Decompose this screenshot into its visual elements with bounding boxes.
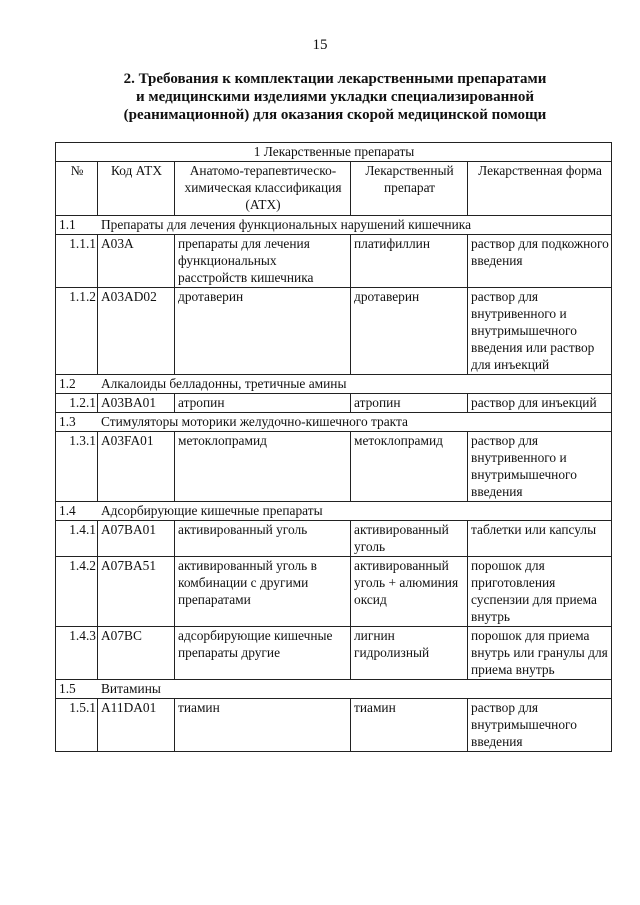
atx-code-cell: A03A (98, 235, 175, 288)
title-line-1: 2. Требования к комплектации лекарственными препаратами (123, 71, 547, 87)
atx-code-cell: A03AD02 (98, 288, 175, 375)
row-number: 1.2.1 (56, 394, 98, 413)
drug-cell: активированный уголь + алюминия оксид (351, 557, 468, 627)
drug-table (55, 142, 612, 752)
row-number: 1.1.1 (56, 235, 98, 288)
atx-code-cell: A07BA51 (98, 557, 175, 627)
page-number: 15 (312, 37, 328, 53)
section-title: Алкалоиды белладонны, третичные амины (101, 376, 347, 391)
form-cell: раствор для внутривенного и внутримышечного введения или раствор для инъекций (468, 288, 612, 375)
section-row (56, 413, 612, 432)
section-number: 1.4 (59, 503, 76, 518)
section-row (56, 216, 612, 235)
section-header (56, 502, 612, 521)
section-title: Препараты для лечения функциональных нарушений кишечника (101, 217, 472, 232)
title-line-2: и медицинскими изделиями укладки специализированной (136, 89, 534, 105)
classification-cell: активированный уголь (175, 521, 351, 557)
atx-code-cell: A07BA01 (98, 521, 175, 557)
section-title: Витамины (101, 681, 161, 696)
classification-cell: тиамин (175, 699, 351, 752)
classification-cell: атропин (175, 394, 351, 413)
drug-cell: активированный уголь (351, 521, 468, 557)
header-atx-code: Код АТХ (98, 162, 175, 216)
header-form: Лекарственная форма (468, 162, 612, 216)
title-line-3: (реанимационной) для оказания скорой медицинской помощи (123, 107, 547, 123)
drug-cell: платифиллин (351, 235, 468, 288)
drug-cell: дротаверин (351, 288, 468, 375)
document-title (40, 70, 630, 124)
atx-code-cell: A11DA01 (98, 699, 175, 752)
section-header (56, 216, 612, 235)
table-header-row (56, 162, 612, 216)
table-row (56, 699, 612, 752)
form-cell: раствор для подкожного введения (468, 235, 612, 288)
drug-cell: тиамин (351, 699, 468, 752)
drug-cell: метоклопрамид (351, 432, 468, 502)
row-number: 1.1.2 (56, 288, 98, 375)
table-row (56, 394, 612, 413)
section-number: 1.2 (59, 376, 76, 391)
classification-cell: метоклопрамид (175, 432, 351, 502)
classification-cell: адсорбирующие кишечные препараты другие (175, 627, 351, 680)
form-cell: раствор для внутримышечного введения (468, 699, 612, 752)
classification-cell: активированный уголь в комбинации с другими препаратами (175, 557, 351, 627)
section-header (56, 413, 612, 432)
classification-cell: дротаверин (175, 288, 351, 375)
table-row (56, 627, 612, 680)
table-row (56, 235, 612, 288)
section-header (56, 680, 612, 699)
table-caption: 1 Лекарственные препараты (56, 143, 612, 162)
atx-code-cell: A03FA01 (98, 432, 175, 502)
section-row (56, 375, 612, 394)
table-row (56, 432, 612, 502)
atx-code-cell: A07BC (98, 627, 175, 680)
header-classification: Анатомо-терапевтическо-химическая классификация (АТХ) (175, 162, 351, 216)
section-number: 1.3 (59, 414, 76, 429)
table-row (56, 557, 612, 627)
section-row (56, 502, 612, 521)
form-cell: таблетки или капсулы (468, 521, 612, 557)
header-drug: Лекарственный препарат (351, 162, 468, 216)
table-row (56, 288, 612, 375)
section-header (56, 375, 612, 394)
form-cell: порошок для приготовления суспензии для приема внутрь (468, 557, 612, 627)
row-number: 1.4.2 (56, 557, 98, 627)
drug-cell: лигнин гидролизный (351, 627, 468, 680)
header-num: № (56, 162, 98, 216)
classification-cell: препараты для лечения функциональных расстройств кишечника (175, 235, 351, 288)
row-number: 1.4.1 (56, 521, 98, 557)
section-row (56, 680, 612, 699)
section-number: 1.1 (59, 217, 76, 232)
form-cell: раствор для инъекций (468, 394, 612, 413)
row-number: 1.3.1 (56, 432, 98, 502)
form-cell: порошок для приема внутрь или гранулы для приема внутрь (468, 627, 612, 680)
table-row (56, 521, 612, 557)
atx-code-cell: A03BA01 (98, 394, 175, 413)
form-cell: раствор для внутривенного и внутримышечного введения (468, 432, 612, 502)
drug-cell: атропин (351, 394, 468, 413)
section-title: Адсорбирующие кишечные препараты (101, 503, 323, 518)
section-number: 1.5 (59, 681, 76, 696)
row-number: 1.5.1 (56, 699, 98, 752)
table-caption-row (56, 143, 612, 162)
row-number: 1.4.3 (56, 627, 98, 680)
section-title: Стимуляторы моторики желудочно-кишечного тракта (101, 414, 408, 429)
